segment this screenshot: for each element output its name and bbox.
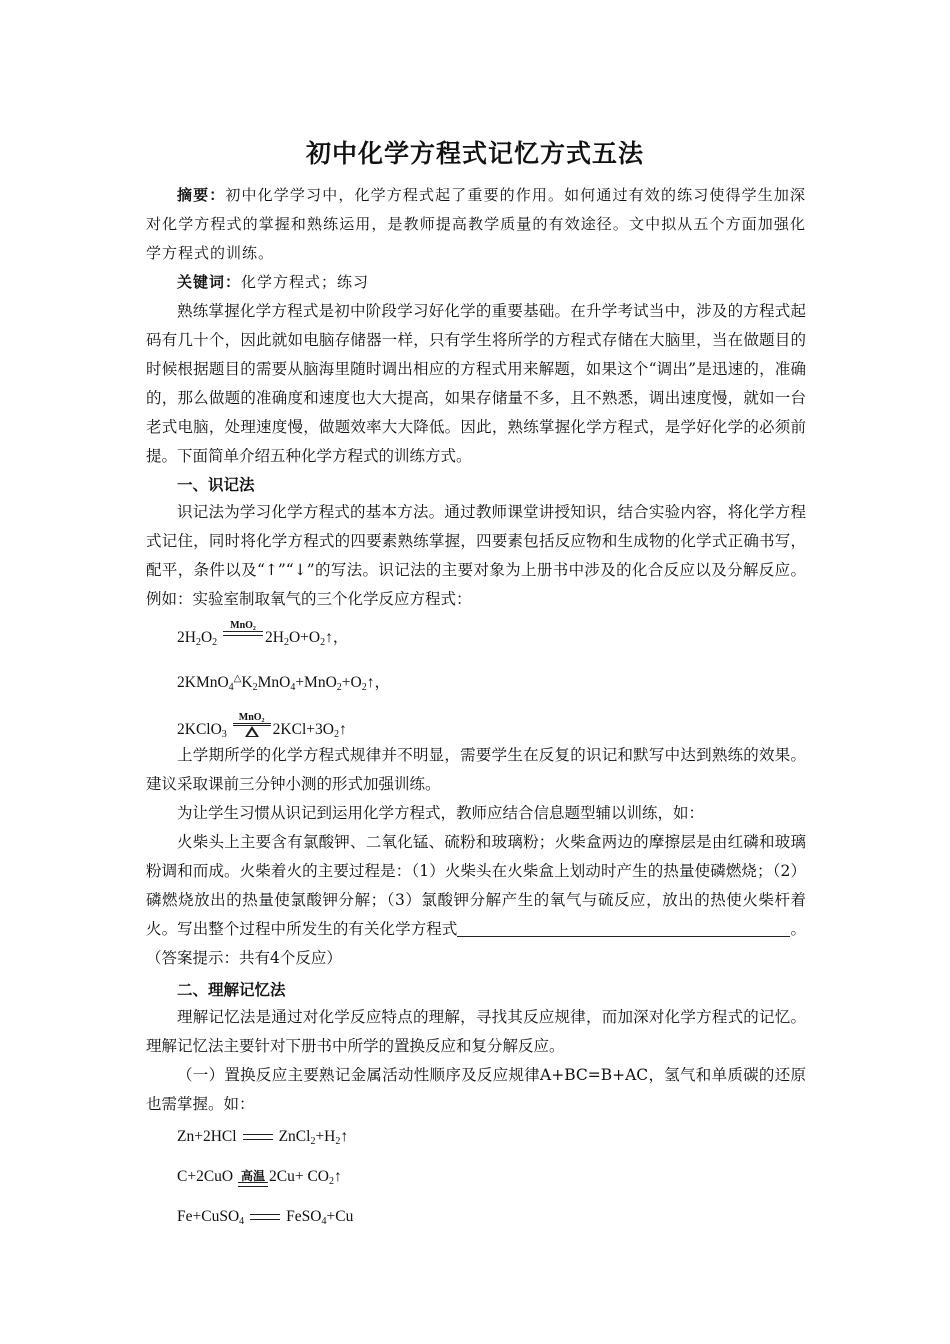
equation-kclo3: 2KClO$_3$ MnO₂ $2KCl+3O_2↑$ [177,712,347,740]
section1-heading: 一、识记法 [177,475,255,494]
section1-paragraph-3: 为让学生习惯从识记到运用化学方程式，教师应结合信息题型辅以训练，如： [177,804,705,822]
equation-h2o2: $2H_2O_2$ MnO₂ $2H_2O+O_2↑$， [177,620,349,648]
keywords-label: 关键词： [177,273,242,291]
equation-fe-cuso4: Fe+CuSO$_4$ FeSO$_4$+Cu [177,1208,354,1227]
equals-sign [250,1214,280,1220]
section1-paragraph-2: 上学期所学的化学方程式规律并不明显，需要学生在反复的识记和默写中达到熟练的效果。建议采取课前三分钟小测的形式加强训练。 [146,746,806,793]
equals-sign [243,1134,273,1140]
heat-symbol: △ [233,673,242,684]
exercise-text: 火柴头上主要含有氯酸钾、二氧化锰、硫粉和玻璃粉；火柴盒两边的摩擦层是由红磷和玻璃粉调和而成。火柴着火的主要过程是：（1）火柴头在火柴盒上划动时产生的热量使磷燃烧；（2）磷燃烧放出的热量使氯酸钾分解；（3）氯酸钾分解产生的氧气与硫反应，放出的热使火柴杆着火。写出整个过程中所发生的有关化学方程式 [146,833,806,938]
equation-c-cuo: C+2CuO 高温 $2Cu+ CO_2↑$ [177,1168,342,1187]
equation-kmno4: $2KMnO_4^\triangle K_2MnO_4+MnO_2+O_2↑$， [177,673,390,693]
reaction-condition: MnO₂ [223,620,263,648]
heat-triangle-icon [245,726,259,737]
keywords-text: 化学方程式；练习 [241,273,370,291]
answer-hint: 。（答案提示：共有4个反应） [146,920,806,967]
section1-paragraph-4 [146,828,806,973]
abstract-paragraph [146,181,806,268]
section2-heading: 二、理解记忆法 [177,980,286,999]
keywords-paragraph [146,268,806,297]
answer-blank[interactable] [633,920,790,937]
answer-blank[interactable] [457,920,633,937]
section1-paragraph-1: 识记法为学习化学方程式的基本方法。通过教师课堂讲授知识，结合实验内容，将化学方程式记住，同时将化学方程式的四要素熟练掌握，四要素包括反应物和生成物的化学式正确书写，配平，条件以及“↑”“↓”的写法。识记法的主要对象为上册书中涉及的化合反应以及分解反应。例如：实验室制取氧气的三个化学反应方程式： [146,503,806,608]
page-title: 初中化学方程式记忆方式五法 [305,139,644,168]
reaction-condition: 高温 [238,1171,268,1187]
reaction-condition: MnO₂ [233,712,271,740]
section2-paragraph-2: （一）置换反应主要熟记金属活动性顺序及反应规律A+BC=B+AC，氢气和单质碳的还原也需掌握。如： [146,1066,806,1113]
equation-zn-hcl: Zn+2HCl $ZnCl_2+H_2↑$ [177,1128,349,1147]
intro-paragraph: 熟练掌握化学方程式是初中阶段学习好化学的重要基础。在升学考试当中，涉及的方程式起码有几十个，因此就如电脑存储器一样，只有学生将所学的方程式存储在大脑里，当在做题目的时候根据题目的需要从脑海里随时调出相应的方程式用来解题，如果这个“调出”是迅速的，准确的，那么做题的准确度和速度也大大提高，如果存储量不多，且不熟悉，调出速度慢，就如一台老式电脑，处理速度慢，做题效率大大降低。因此，熟练掌握化学方程式，是学好化学的必须前提。下面简单介绍五种化学方程式的训练方式。 [146,302,806,465]
abstract-label: 摘要： [177,186,226,204]
abstract-text: 初中化学学习中，化学方程式起了重要的作用。如何通过有效的练习使得学生加深对化学方程式的掌握和熟练运用，是教师提高教学质量的有效途径。文中拟从五个方面加强化学方程式的训练。 [146,186,806,262]
section2-paragraph-1: 理解记忆法是通过对化学反应特点的理解，寻找其反应规律，而加深对化学方程式的记忆。理解记忆法主要针对下册书中所学的置换反应和复分解反应。 [146,1008,806,1055]
